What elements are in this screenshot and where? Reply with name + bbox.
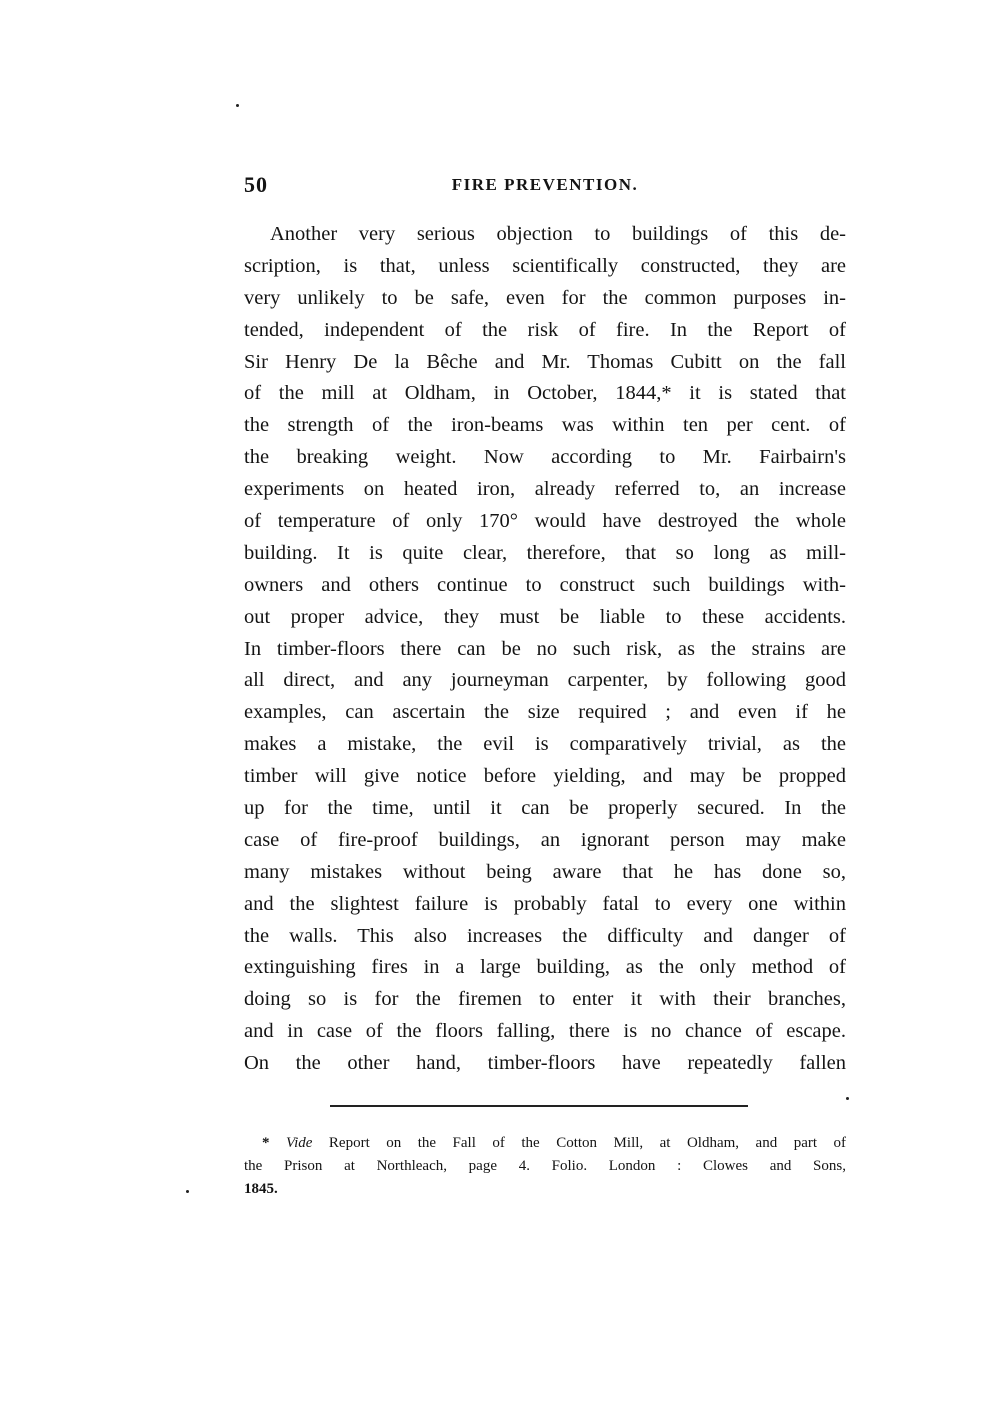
footnote-rule — [330, 1105, 748, 1107]
body-text — [244, 219, 846, 1080]
footnote-line: 1845. — [244, 1181, 278, 1197]
text-line: very unlikely to be safe, even for the common purposes in- — [244, 286, 846, 309]
ink-speck — [186, 1190, 189, 1193]
text-line: the walls. This also increases the difficulty and danger of — [244, 924, 846, 947]
ink-speck — [846, 1097, 849, 1100]
text-line: and the slightest failure is probably fatal to every one within — [244, 892, 846, 915]
footnote — [244, 1132, 846, 1201]
footnote-line: the Prison at Northleach, page 4. Folio. London : Clowes and Sons, — [244, 1158, 846, 1174]
text-line: the breaking weight. Now according to Mr. Fairbairn's — [244, 446, 846, 469]
text-line: and in case of the floors falling, there is no chance of escape. — [244, 1020, 846, 1043]
running-title: FIRE PREVENTION. — [451, 175, 639, 194]
text-line: out proper advice, they must be liable to these accidents. — [244, 605, 846, 628]
text-line: case of fire-proof buildings, an ignorant person may make — [244, 828, 846, 851]
text-line: makes a mistake, the evil is comparatively trivial, as the — [244, 733, 846, 756]
text-line: On the other hand, timber-floors have repeatedly fallen — [244, 1052, 846, 1075]
text-line: up for the time, until it can be properly secured. In the — [244, 797, 846, 820]
footnote-text: Report on the Fall of the Cotton Mill, at Oldham, and part of — [328, 1135, 847, 1151]
text-line: examples, can ascertain the size required ; and even if he — [244, 701, 846, 724]
text-line: Another very serious objection to buildings of this de- — [270, 223, 846, 245]
text-line: many mistakes without being aware that he has done so, — [244, 860, 846, 883]
text-line: tended, independent of the risk of fire. In the Report of — [244, 318, 846, 341]
text-line: experiments on heated iron, already referred to, an increase — [244, 478, 846, 501]
text-line: owners and others continue to construct such buildings with- — [244, 573, 846, 596]
page-header — [244, 172, 846, 202]
text-line: building. It is quite clear, therefore, that so long as mill- — [244, 541, 846, 564]
text-line: timber will give notice before yielding, and may be propped — [244, 765, 846, 788]
text-line: extinguishing fires in a large building, as the only method of — [244, 956, 846, 979]
text-line: all direct, and any journeyman carpenter, by following good — [244, 669, 846, 692]
page-number: 50 — [244, 172, 268, 197]
text-line: the strength of the iron-beams was within ten per cent. of — [244, 414, 846, 437]
ink-speck — [236, 104, 239, 107]
text-line: scription, is that, unless scientifically constructed, they are — [244, 254, 846, 277]
footnote-line — [244, 1132, 846, 1155]
text-line: doing so is for the firemen to enter it with their branches, — [244, 988, 846, 1011]
footnote-marker: * — [262, 1135, 270, 1151]
text-line: of temperature of only 170° would have destroyed the whole — [244, 510, 846, 533]
text-line: Sir Henry De la Bêche and Mr. Thomas Cubitt on the fall — [244, 350, 846, 373]
footnote-vide: Vide — [286, 1135, 313, 1151]
text-line: In timber-floors there can be no such risk, as the strains are — [244, 637, 846, 660]
text-line: of the mill at Oldham, in October, 1844,* it is stated that — [244, 382, 846, 405]
